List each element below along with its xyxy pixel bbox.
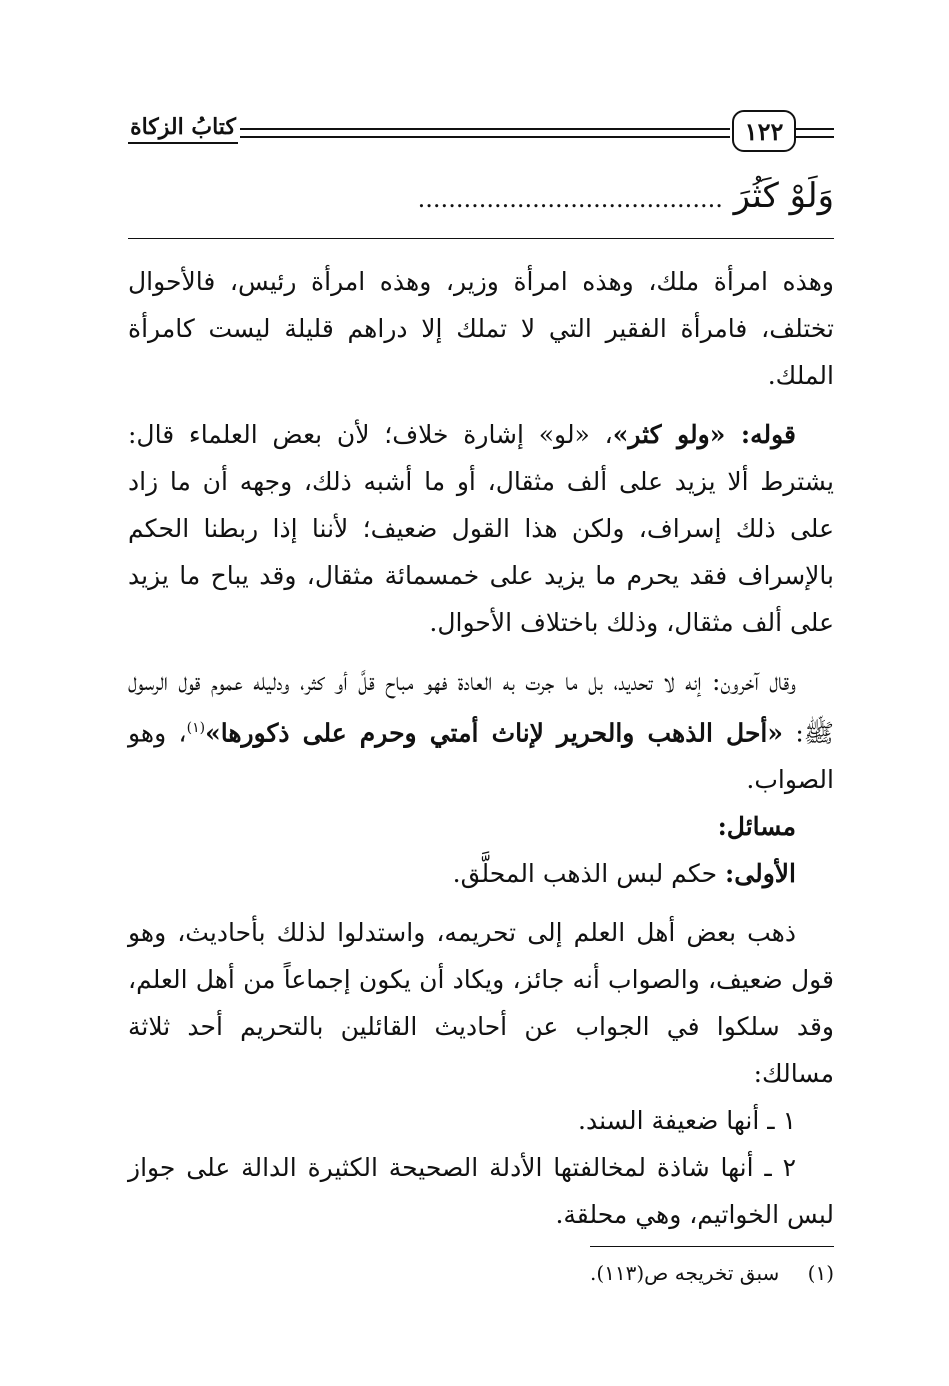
matn-divider (128, 238, 834, 239)
commentary-body (128, 258, 834, 1238)
matn-text: وَلَوْ كَثُرَ (733, 176, 834, 216)
list-item-2: ٢ ـ أنها شاذة لمخالفتها الأدلة الصحيحة الكثيرة الدالة على جواز لبس الخواتيم، وهي محلقة. (128, 1153, 834, 1230)
paragraph-3-end: ، وهو الصواب. (128, 718, 834, 795)
quote-lead: قوله: «ولو كثر» (612, 420, 796, 449)
running-title: كتابُ الزكاة (128, 114, 238, 144)
footnote-text: سبق تخريجه ص(١١٣). (589, 1261, 780, 1285)
page-number: ١٢٢ (732, 110, 796, 152)
page-header (128, 110, 834, 158)
hadith-text: «أحل الذهب والحرير لإناث أمتي وحرم على ذكورها» (205, 718, 783, 748)
footnote (128, 1258, 834, 1288)
paragraph-4: ذهب بعض أهل العلم إلى تحريمه، واستدلوا لذلك بأحاديث، وهو قول ضعيف، والصواب أنه جائز، ويكاد أن يكون إجماعاً من أهل العلم، وقد سلكوا في الجواب عن أحاديث القائلين بالتحريم أحد ثلاثة مسالك: (128, 918, 834, 1089)
header-rule-left (240, 128, 730, 138)
masail-heading (128, 803, 834, 850)
footnote-ref: (١) (186, 720, 206, 736)
masail-label: مسائل: (717, 812, 796, 842)
first-issue-label: الأولى: (725, 859, 796, 889)
first-issue-text: حكم لبس الذهب المحلَّق. (452, 859, 726, 889)
header-rule-right (796, 128, 834, 138)
footnote-divider (590, 1246, 834, 1247)
book-page (128, 0, 834, 1386)
paragraph-1: وهذه امرأة ملك، وهذه امرأة وزير، وهذه امرأة رئيس، فالأحوال تختلف، فامرأة الفقير التي لا تملك إلا دراهم قليلة ليست كامرأة الملك. (128, 267, 834, 390)
matn-dots: ........................................ (417, 185, 723, 213)
paragraph-3-text: وقال آخرون: إنه لا تحديد، بل ما جرت به العادة فهو مباح قلَّ أو كثر، ودليله عموم قول الرسول ﷺ: (128, 667, 834, 748)
paragraph-2-text: ، «لو» إشارة خلاف؛ لأن بعض العلماء قال: يشترط ألا يزيد على ألف مثقال، أو ما أشبه ذلك، وجهه أن ما زاد على ذلك إسراف، ولكن هذا القول ضعيف؛ لأننا إذا ربطنا الحكم بالإسراف فقد يحرم ما يزيد على خمسمائة مثقال، وقد يباح ما يزيد على ألف مثقال، وذلك باختلاف الأحوال. (128, 420, 834, 637)
matn-line (128, 170, 834, 222)
paragraph-2 (128, 411, 834, 646)
first-issue (128, 850, 834, 897)
list-item-1: ١ ـ أنها ضعيفة السند. (578, 1106, 796, 1136)
footnote-number: (١) (807, 1261, 834, 1285)
paragraph-3 (128, 658, 834, 803)
